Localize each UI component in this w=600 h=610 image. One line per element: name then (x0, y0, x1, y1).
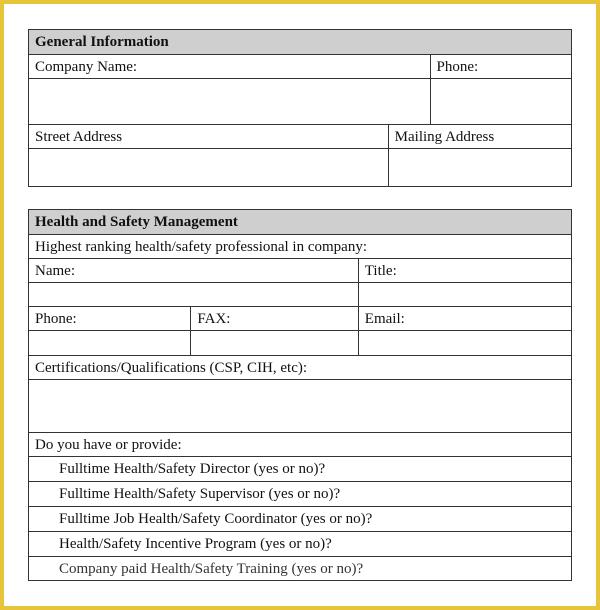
title-label: Title: (358, 259, 571, 282)
contact-phone-field[interactable] (29, 331, 190, 355)
general-information-header: General Information (29, 30, 571, 54)
name-label: Name: (35, 263, 75, 279)
fax-field[interactable] (190, 331, 357, 355)
question-paid-training: Company paid Health/Safety Training (yes or no)? (59, 561, 364, 577)
form-sheet (4, 4, 596, 606)
question-row (29, 531, 571, 556)
phone-field[interactable] (430, 79, 572, 124)
phone-label: Phone: (430, 55, 572, 78)
mailing-address-label: Mailing Address (388, 125, 571, 148)
health-safety-header: Health and Safety Management (29, 210, 571, 234)
fax-label: FAX: (190, 307, 357, 330)
mailing-address-input[interactable] (395, 152, 565, 183)
provide-label: Do you have or provide: (35, 437, 182, 453)
question-row (29, 481, 571, 506)
contact-phone-label: Phone: (35, 311, 77, 327)
highest-ranking-row (29, 234, 571, 258)
name-field[interactable] (29, 283, 358, 306)
address-input-row (29, 148, 571, 186)
email-label: Email: (358, 307, 571, 330)
question-incentive-program: Health/Safety Incentive Program (yes or no)? (59, 536, 332, 552)
street-address-field[interactable] (29, 149, 388, 186)
company-label-row (29, 54, 571, 78)
question-row (29, 456, 571, 481)
certifications-label-row (29, 355, 571, 379)
title-field[interactable] (358, 283, 571, 306)
address-label-row (29, 124, 571, 148)
company-name-input[interactable] (35, 82, 424, 121)
question-fulltime-director: Fulltime Health/Safety Director (yes or no)? (59, 461, 326, 477)
certifications-label: Certifications/Qualifications (CSP, CIH, etc): (35, 360, 308, 376)
question-fulltime-supervisor: Fulltime Health/Safety Supervisor (yes or no)? (59, 486, 341, 502)
certifications-input[interactable] (35, 383, 565, 429)
fax-input[interactable] (197, 334, 351, 352)
general-header-row (29, 30, 571, 54)
health-header-row (29, 210, 571, 234)
general-information-table (28, 29, 572, 187)
provide-label-row (29, 432, 571, 456)
email-field[interactable] (358, 331, 571, 355)
certifications-input-row (29, 379, 571, 432)
name-title-label-row (29, 258, 571, 282)
certifications-field[interactable] (29, 380, 571, 432)
health-safety-table (28, 209, 572, 581)
question-row (29, 506, 571, 531)
street-address-label: Street Address (35, 129, 123, 145)
company-name-label: Company Name: (35, 59, 138, 75)
title-input[interactable] (365, 286, 565, 303)
company-input-row (29, 78, 571, 124)
name-input[interactable] (35, 286, 352, 303)
contact-phone-input[interactable] (35, 334, 184, 352)
highest-ranking-label: Highest ranking health/safety professional in company: (35, 239, 367, 255)
contact-input-row (29, 330, 571, 355)
mailing-address-field[interactable] (388, 149, 571, 186)
name-title-input-row (29, 282, 571, 306)
question-job-coordinator: Fulltime Job Health/Safety Coordinator (yes or no)? (59, 511, 373, 527)
company-name-field[interactable] (29, 79, 430, 124)
phone-input[interactable] (437, 82, 566, 121)
question-row (29, 556, 571, 580)
email-input[interactable] (365, 334, 565, 352)
contact-label-row (29, 306, 571, 330)
street-address-input[interactable] (35, 152, 382, 183)
